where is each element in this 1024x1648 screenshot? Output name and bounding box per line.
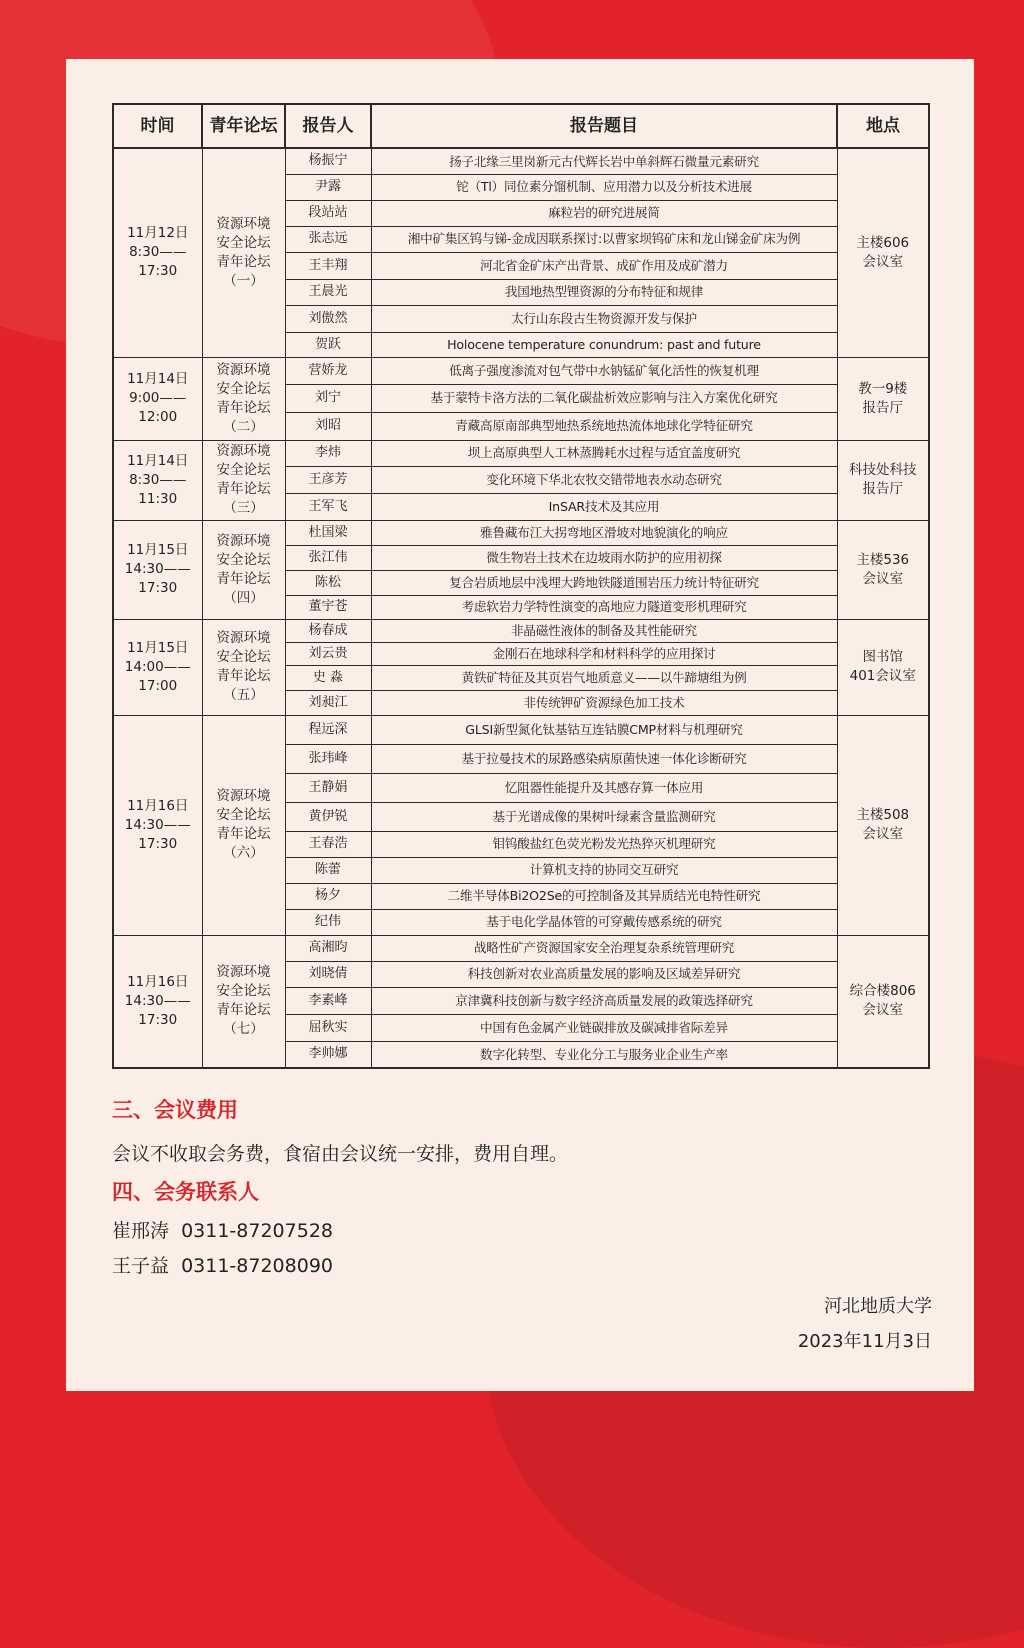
report-title-cell: 基于拉曼技术的尿路感染病原菌快速一体化诊断研究 bbox=[371, 744, 837, 773]
table-row bbox=[113, 715, 929, 744]
fee-text: 会议不收取会务费，食宿由会议统一安排，费用自理。 bbox=[112, 1143, 569, 1165]
speaker-cell: 王丰翔 bbox=[285, 252, 371, 279]
session-time-line: 14:30—— bbox=[124, 816, 191, 833]
fee-heading: 三、会议费用 bbox=[112, 1098, 238, 1122]
speaker-cell: 王春浩 bbox=[285, 831, 371, 857]
speaker-cell: 刘昭 bbox=[285, 412, 371, 440]
report-title-cell: GLSI新型氮化钛基钴互连钴膜CMP材料与机理研究 bbox=[371, 715, 837, 744]
session-venue-line: 教一9楼 bbox=[858, 380, 908, 397]
session-forum-line: （三） bbox=[223, 500, 264, 516]
session-time-line: 17:30 bbox=[138, 1011, 178, 1028]
speaker-cell: 王军飞 bbox=[285, 493, 371, 520]
speaker-cell: 李炜 bbox=[285, 440, 371, 466]
header-speaker: 报告人 bbox=[285, 104, 371, 148]
session-forum-line: 资源环境 bbox=[216, 964, 271, 981]
session-time-line: 11月12日 bbox=[127, 225, 189, 242]
header-title: 报告题目 bbox=[371, 104, 837, 148]
session-forum bbox=[202, 935, 285, 1068]
report-title-cell: 钼钨酸盐红色荧光粉发光热猝灭机理研究 bbox=[371, 831, 837, 857]
speaker-cell: 杨夕 bbox=[285, 883, 371, 909]
session-time-line: 11:30 bbox=[138, 490, 178, 507]
speaker-cell: 营娇龙 bbox=[285, 357, 371, 384]
session-forum-line: 安全论坛 bbox=[216, 462, 271, 478]
report-title-cell: 忆阻器性能提升及其感存算一体应用 bbox=[371, 773, 837, 802]
session-venue bbox=[837, 520, 929, 619]
session-venue-line: 图书馆 bbox=[862, 649, 903, 665]
speaker-cell: 高湘昀 bbox=[285, 935, 371, 961]
session-time bbox=[113, 619, 202, 715]
session-venue-line: 主楼536 bbox=[856, 551, 910, 568]
session-forum-line: 安全论坛 bbox=[216, 380, 271, 397]
session-forum bbox=[202, 619, 285, 715]
speaker-cell: 杨春成 bbox=[285, 619, 371, 642]
session-venue-line: 主楼508 bbox=[856, 807, 910, 823]
session-forum-line: 青年论坛 bbox=[216, 826, 271, 842]
report-title-cell: InSAR技术及其应用 bbox=[371, 493, 837, 520]
session-forum bbox=[202, 715, 285, 935]
schedule-table bbox=[112, 103, 930, 1069]
session-venue-line: 主楼606 bbox=[856, 234, 910, 251]
report-title-cell: 太行山东段古生物资源开发与保护 bbox=[371, 305, 837, 332]
session-time-line: 11月15日 bbox=[127, 542, 189, 558]
speaker-cell: 杜国梁 bbox=[285, 520, 371, 545]
session-time-line: 11月14日 bbox=[127, 452, 189, 469]
session-forum-line: 青年论坛 bbox=[216, 253, 271, 270]
report-title-cell: 科技创新对农业高质量发展的影响及区域差异研究 bbox=[371, 961, 837, 987]
speaker-cell: 张江伟 bbox=[285, 545, 371, 570]
header-venue: 地点 bbox=[837, 104, 929, 148]
report-title-cell: 京津冀科技创新与数字经济高质量发展的政策选择研究 bbox=[371, 987, 837, 1014]
report-title-cell: 坝上高原典型人工林蒸腾耗水过程与适宜盖度研究 bbox=[371, 440, 837, 466]
speaker-cell: 李帅娜 bbox=[285, 1041, 371, 1068]
session-time-line: 8:30—— bbox=[129, 471, 187, 488]
table-row bbox=[113, 440, 929, 466]
session-forum-line: （四） bbox=[223, 589, 264, 606]
speaker-cell: 杨振宁 bbox=[285, 148, 371, 174]
table-row bbox=[113, 935, 929, 961]
report-title-cell: 雅鲁藏布江大拐弯地区滑坡对地貌演化的响应 bbox=[371, 520, 837, 545]
session-venue bbox=[837, 619, 929, 715]
contact-heading: 四、会务联系人 bbox=[112, 1180, 259, 1204]
session-time bbox=[113, 715, 202, 935]
speaker-cell: 刘云贵 bbox=[285, 642, 371, 665]
table-row bbox=[113, 619, 929, 642]
report-title-cell: 考虑软岩力学特性演变的高地应力隧道变形机理研究 bbox=[371, 595, 837, 619]
session-forum-line: 安全论坛 bbox=[216, 234, 271, 251]
session-time-line: 14:30—— bbox=[124, 992, 191, 1009]
report-title-cell: 战略性矿产资源国家安全治理复杂系统管理研究 bbox=[371, 935, 837, 961]
speaker-cell: 刘傲然 bbox=[285, 305, 371, 332]
report-title-cell: 基于电化学晶体管的可穿戴传感系统的研究 bbox=[371, 909, 837, 935]
contact-person: 崔邢涛 0311-87207528 bbox=[112, 1220, 333, 1242]
session-forum-line: 安全论坛 bbox=[216, 649, 271, 665]
speaker-cell: 王静娟 bbox=[285, 773, 371, 802]
session-forum-line: 资源环境 bbox=[216, 788, 271, 804]
session-forum-line: （一） bbox=[223, 272, 264, 289]
session-time bbox=[113, 935, 202, 1068]
session-forum-line: 安全论坛 bbox=[216, 807, 271, 823]
session-forum-line: 资源环境 bbox=[216, 443, 271, 459]
session-time-line: 14:00—— bbox=[124, 658, 191, 675]
session-forum-line: （五） bbox=[223, 687, 264, 703]
signature-date: 2023年11月3日 bbox=[797, 1331, 932, 1352]
speaker-cell: 尹露 bbox=[285, 174, 371, 200]
session-time bbox=[113, 440, 202, 520]
speaker-cell: 董宇苍 bbox=[285, 595, 371, 619]
session-venue-line: 报告厅 bbox=[862, 399, 903, 416]
session-forum-line: 青年论坛 bbox=[216, 399, 271, 416]
report-title-cell: 变化环境下华北农牧交错带地表水动态研究 bbox=[371, 466, 837, 493]
session-time-line: 9:00—— bbox=[129, 390, 187, 406]
session-time-line: 11月15日 bbox=[127, 639, 189, 656]
session-time-line: 17:30 bbox=[138, 835, 178, 852]
session-venue-line: 科技处科技 bbox=[849, 462, 917, 478]
report-title-cell: 铊（Tl）同位素分馏机制、应用潜力以及分析技术进展 bbox=[371, 174, 837, 200]
report-title-cell: 湘中矿集区钨与锑-金成因联系探讨:以曹家坝钨矿床和龙山锑金矿床为例 bbox=[371, 226, 837, 252]
speaker-cell: 纪伟 bbox=[285, 909, 371, 935]
speaker-cell: 陈蕾 bbox=[285, 857, 371, 883]
session-venue-line: 报告厅 bbox=[862, 481, 903, 497]
session-venue-line: 会议室 bbox=[862, 570, 903, 587]
session-forum-line: 青年论坛 bbox=[216, 570, 271, 587]
session-venue bbox=[837, 440, 929, 520]
session-time-line: 14:30—— bbox=[124, 561, 191, 577]
session-forum bbox=[202, 520, 285, 619]
session-venue-line: 会议室 bbox=[862, 1002, 903, 1019]
speaker-cell: 张志远 bbox=[285, 226, 371, 252]
session-forum bbox=[202, 148, 285, 357]
session-forum-line: 资源环境 bbox=[216, 361, 271, 378]
report-title-cell: 非晶磁性液体的制备及其性能研究 bbox=[371, 619, 837, 642]
session-venue-line: 401会议室 bbox=[849, 668, 916, 684]
speaker-cell: 刘宁 bbox=[285, 384, 371, 412]
session-forum-line: （七） bbox=[223, 1021, 264, 1038]
speaker-cell: 王晨光 bbox=[285, 279, 371, 305]
table-row bbox=[113, 357, 929, 384]
speaker-cell: 张玮峰 bbox=[285, 744, 371, 773]
session-time bbox=[113, 520, 202, 619]
table-header-row bbox=[113, 104, 929, 148]
speaker-cell: 刘晓倩 bbox=[285, 961, 371, 987]
session-venue-line: 会议室 bbox=[862, 253, 903, 270]
session-forum-line: （六） bbox=[223, 845, 264, 861]
session-time-line: 8:30—— bbox=[129, 244, 187, 261]
speaker-cell: 黄伊锐 bbox=[285, 802, 371, 831]
session-time-line: 17:00 bbox=[138, 677, 178, 694]
session-forum-line: 青年论坛 bbox=[216, 668, 271, 684]
speaker-cell: 刘昶江 bbox=[285, 690, 371, 715]
report-title-cell: 黄铁矿特征及其页岩气地质意义——以牛蹄塘组为例 bbox=[371, 665, 837, 690]
session-forum-line: 青年论坛 bbox=[216, 481, 271, 497]
session-forum-line: 青年论坛 bbox=[216, 1002, 271, 1019]
table-row bbox=[113, 520, 929, 545]
speaker-cell: 屈秋实 bbox=[285, 1014, 371, 1041]
session-time-line: 11月16日 bbox=[127, 973, 189, 990]
speaker-cell: 陈松 bbox=[285, 570, 371, 595]
session-forum bbox=[202, 440, 285, 520]
session-time bbox=[113, 148, 202, 357]
table-row bbox=[113, 148, 929, 174]
session-forum-line: 安全论坛 bbox=[216, 551, 271, 568]
session-time-line: 17:30 bbox=[138, 580, 178, 596]
session-time-line: 11月16日 bbox=[127, 797, 189, 814]
report-title-cell: 金刚石在地球科学和材料科学的应用探讨 bbox=[371, 642, 837, 665]
header-time: 时间 bbox=[113, 104, 202, 148]
document-page bbox=[66, 59, 974, 1391]
report-title-cell: 麻粒岩的研究进展简 bbox=[371, 200, 837, 226]
session-forum bbox=[202, 357, 285, 440]
session-time bbox=[113, 357, 202, 440]
report-title-cell: 基于光谱成像的果树叶绿素含量监测研究 bbox=[371, 802, 837, 831]
report-title-cell: 二维半导体Bi2O2Se的可控制备及其异质结光电特性研究 bbox=[371, 883, 837, 909]
speaker-cell: 史 淼 bbox=[285, 665, 371, 690]
session-venue bbox=[837, 715, 929, 935]
report-title-cell: 非传统钾矿资源绿色加工技术 bbox=[371, 690, 837, 715]
session-venue-line: 综合楼806 bbox=[849, 983, 916, 1000]
speaker-cell: 程远深 bbox=[285, 715, 371, 744]
session-venue bbox=[837, 935, 929, 1068]
report-title-cell: 计算机支持的协同交互研究 bbox=[371, 857, 837, 883]
report-title-cell: 青藏高原南部典型地热系统地热流体地球化学特征研究 bbox=[371, 412, 837, 440]
session-venue-line: 会议室 bbox=[862, 826, 903, 842]
report-title-cell: 复合岩质地层中浅埋大跨地铁隧道围岩压力统计特征研究 bbox=[371, 570, 837, 595]
speaker-cell: 李素峰 bbox=[285, 987, 371, 1014]
report-title-cell: 基于蒙特卡洛方法的二氧化碳盐析效应影响与注入方案优化研究 bbox=[371, 384, 837, 412]
session-forum-line: （二） bbox=[223, 418, 264, 435]
report-title-cell: 扬子北缘三里岗新元古代辉长岩中单斜辉石微量元素研究 bbox=[371, 148, 837, 174]
header-forum: 青年论坛 bbox=[202, 104, 285, 148]
session-venue bbox=[837, 357, 929, 440]
speaker-cell: 王彦芳 bbox=[285, 466, 371, 493]
session-time-line: 17:30 bbox=[138, 263, 178, 280]
report-title-cell: Holocene temperature conundrum: past and future bbox=[371, 332, 837, 357]
report-title-cell: 数字化转型、专业化分工与服务业企业生产率 bbox=[371, 1041, 837, 1068]
report-title-cell: 微生物岩土技术在边坡雨水防护的应用初探 bbox=[371, 545, 837, 570]
session-forum-line: 资源环境 bbox=[216, 532, 271, 549]
session-forum-line: 安全论坛 bbox=[216, 983, 271, 1000]
session-forum-line: 资源环境 bbox=[216, 215, 271, 232]
schedule-body bbox=[113, 148, 929, 1068]
signature-org: 河北地质大学 bbox=[824, 1296, 932, 1317]
session-time-line: 11月14日 bbox=[127, 371, 189, 387]
report-title-cell: 我国地热型锂资源的分布特征和规律 bbox=[371, 279, 837, 305]
speaker-cell: 贺跃 bbox=[285, 332, 371, 357]
report-title-cell: 河北省金矿床产出背景、成矿作用及成矿潜力 bbox=[371, 252, 837, 279]
contact-person: 王子益 0311-87208090 bbox=[112, 1255, 333, 1277]
session-venue bbox=[837, 148, 929, 357]
report-title-cell: 中国有色金属产业链碳排放及碳减排省际差异 bbox=[371, 1014, 837, 1041]
report-title-cell: 低离子强度渗流对包气带中水钠锰矿氧化活性的恢复机理 bbox=[371, 357, 837, 384]
session-time-line: 12:00 bbox=[138, 409, 178, 425]
speaker-cell: 段站站 bbox=[285, 200, 371, 226]
session-forum-line: 资源环境 bbox=[216, 630, 271, 646]
